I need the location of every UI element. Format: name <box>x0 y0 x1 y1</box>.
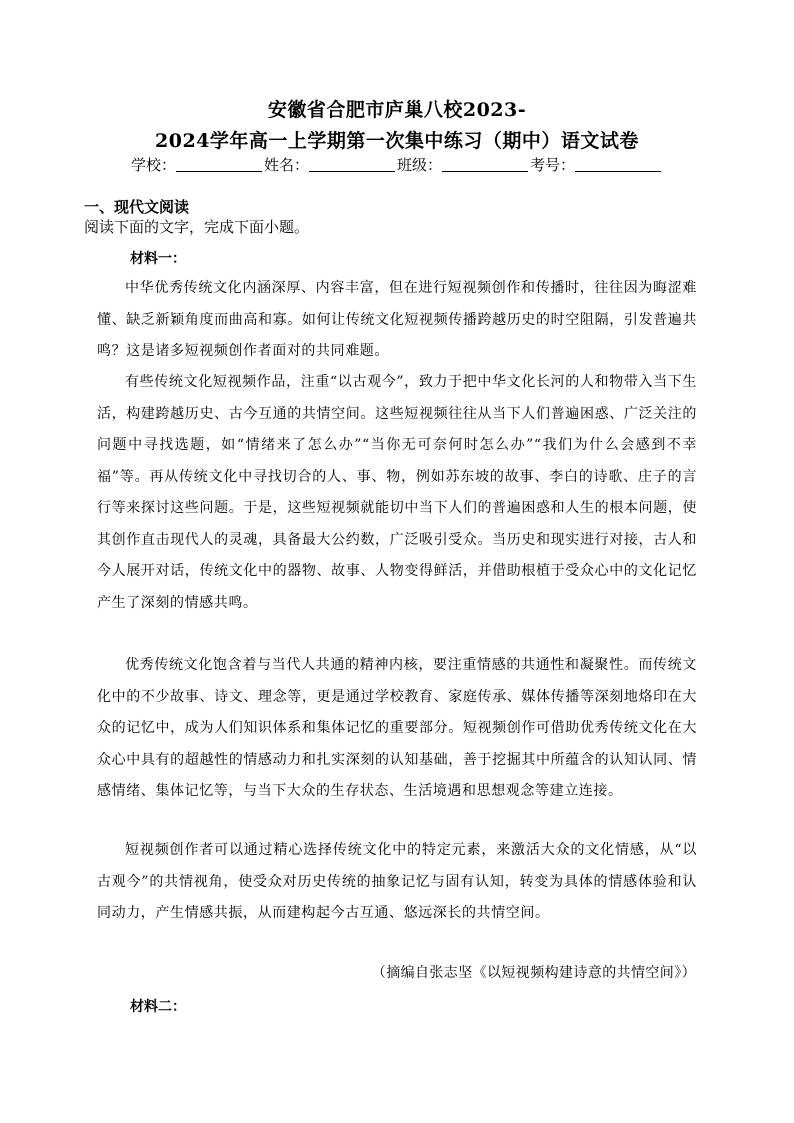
school-label: 学校： <box>130 156 176 174</box>
exam-title-line-1: 安徽省合肥市庐巢八校2023- <box>267 99 527 121</box>
class-label: 班级： <box>397 156 443 174</box>
school-blank <box>176 157 262 172</box>
section-instruction: 阅读下面的文字，完成下面小题。 <box>84 218 310 236</box>
class-blank <box>442 157 528 172</box>
number-label: 考号： <box>530 156 576 174</box>
material-1-label: 材料一： <box>130 251 186 267</box>
material-1-paragraph-4: 短视频创作者可以通过精心选择传统文化中的特定元素，来激活大众的文化情感，从“以古观今”的共情视角，使受众对历史传统的抽象记忆与固有认知，转变为具体的情感体验和认同动力，产生情感共振，从而建构起今古互通、悠远深长的共情空间。 <box>97 842 697 921</box>
name-blank <box>309 157 395 172</box>
material-1-source: （摘编自张志坚《以短视频构建诗意的共情空间》） <box>371 965 696 981</box>
material-1-paragraph-2: 有些传统文化短视频作品，注重“以古观今”，致力于把中华文化长河的人和物带入当下生活，构建跨越历史、古今互通的共情空间。这些短视频往往从当下人们普遍困惑、广泛关注的问题中寻找选题，如“情绪来了怎么办”“当你无可奈何时怎么办”“我们为什么会感到不幸福”等。再从传统文化中寻找切合的人、事、物，例如苏东坡的故事、李白的诗歌、庄子的言行等来探讨这些问题。于是，这些短视频就能切中当下人们的普遍困惑和人生的根本问题，使其创作直击现代人的灵魂，具备最大公约数，广泛吸引受众。当历史和现实进行对接，古人和今人展开对话，传统文化中的器物、故事、人物变得鲜活，并借助根植于受众心中的文化记忆产生了深刻的情感共鸣。 <box>97 374 697 611</box>
material-2-label: 材料二： <box>130 999 186 1015</box>
number-blank <box>575 157 661 172</box>
student-info-fields <box>0 154 794 175</box>
material-1-paragraph-1: 中华优秀传统文化内涵深厚、内容丰富，但在进行短视频创作和传播时，往往因为晦涩难懂、缺乏新颖角度而曲高和寡。如何让传统文化短视频传播跨越历史的时空阻隔，引发普遍共鸣？这是诸多短视频创作者面对的共同难题。 <box>97 280 697 359</box>
section-heading: 一、现代文阅读 <box>84 198 190 216</box>
exam-title-line-2: 2024学年高一上学期第一次集中练习（期中）语文试卷 <box>155 130 639 152</box>
material-1-paragraph-3: 优秀传统文化饱含着与当代人共通的精神内核，要注重情感的共通性和凝聚性。而传统文化中的不少故事、诗文、理念等，更是通过学校教育、家庭传承、媒体传播等深刻地烙印在大众的记忆中，成为人们知识体系和集体记忆的重要部分。短视频创作可借助优秀传统文化在大众心中具有的超越性的情感动力和扎实深刻的认知基础，善于挖掘其中所蕴含的认知认同、情感情绪、集体记忆等，与当下大众的生存状态、生活境遇和思想观念等建立连接。 <box>97 657 697 799</box>
name-label: 姓名： <box>263 156 309 174</box>
